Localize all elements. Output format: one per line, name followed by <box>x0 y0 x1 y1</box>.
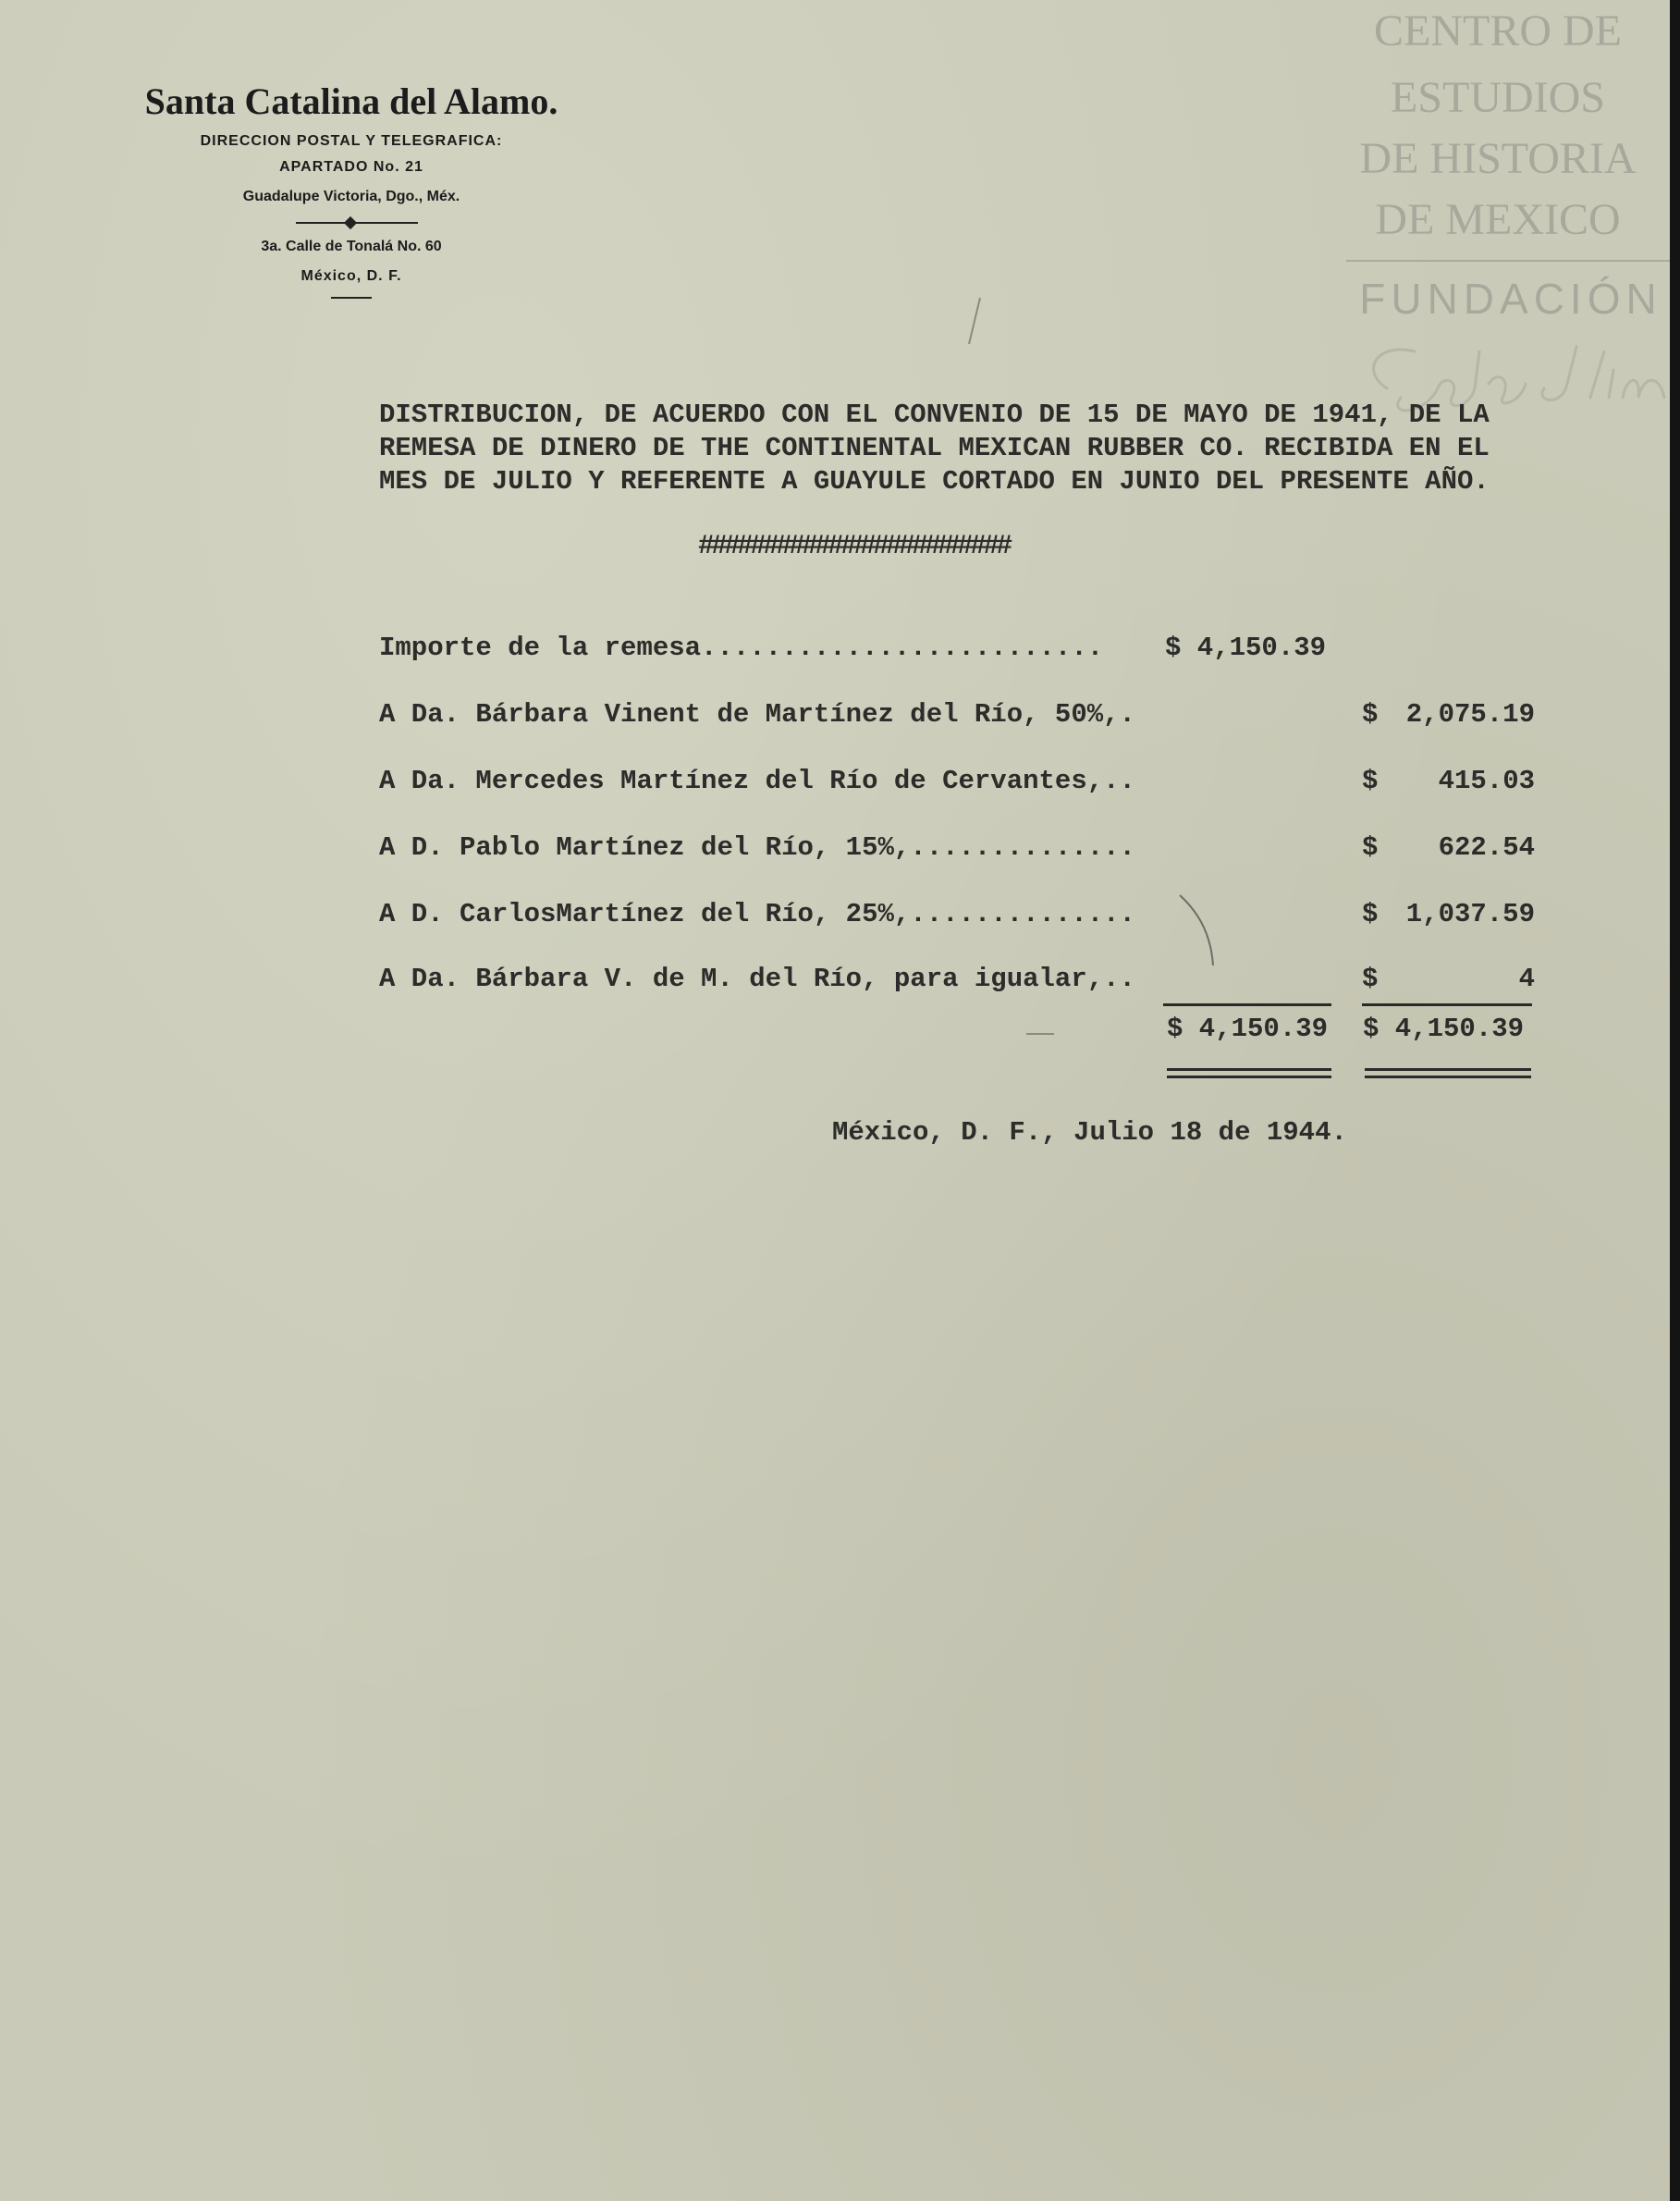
letterhead-city-mexico: México, D. F. <box>300 268 402 284</box>
row-amount: 622.54 <box>1438 832 1535 863</box>
distribution-row <box>379 899 1535 936</box>
archive-stamp-line: FUNDACIÓN <box>1359 275 1662 323</box>
letterhead-company-name: Santa Catalina del Alamo. <box>144 80 558 122</box>
row-dollar-sign: $ <box>1362 899 1379 929</box>
total-left: $ 4,150.39 <box>1167 1014 1329 1044</box>
letterhead-city: Guadalupe Victoria, Dgo., Méx. <box>242 189 460 204</box>
row-dollar-sign: $ <box>1362 832 1379 863</box>
row-label: A Da. Bárbara V. de M. del Río, para igualar,.. <box>379 964 1135 994</box>
archive-stamp-line: DE HISTORIA <box>1359 134 1637 183</box>
total-right: $ 4,150.39 <box>1363 1014 1525 1044</box>
archive-stamp-line: CENTRO DE <box>1374 6 1622 55</box>
row-label: A D. Pablo Martínez del Río, 15%,.............. <box>379 832 1135 863</box>
row-amount: 2,075.19 <box>1405 699 1535 730</box>
letterhead-postal-heading: DIRECCION POSTAL Y TELEGRAFICA: <box>200 133 503 149</box>
letterhead-po-box: APARTADO No. 21 <box>279 159 423 175</box>
total-rule-right <box>1362 1003 1532 1006</box>
heading-line: REMESA DE DINERO DE THE CONTINENTAL MEXICAN RUBBER CO. RECIBIDA EN EL <box>379 433 1490 463</box>
total-rule-left <box>1163 1003 1331 1006</box>
heading-line: MES DE JULIO Y REFERENTE A GUAYULE CORTADO EN JUNIO DEL PRESENTE AÑO. <box>379 466 1490 497</box>
importe-amount: $ 4,150.39 <box>1165 633 1327 663</box>
document-date: México, D. F., Julio 18 de 1944. <box>832 1117 1347 1148</box>
row-dollar-sign: $ <box>1362 964 1379 994</box>
row-amount: 4 <box>1518 964 1535 994</box>
distribution-row <box>379 699 1535 736</box>
importe-label: Importe de la remesa......................... <box>379 633 1104 663</box>
importe-row <box>379 633 1535 670</box>
row-amount: 415.03 <box>1438 766 1535 796</box>
archive-stamp-rule <box>1346 260 1670 262</box>
row-amount: 1,037.59 <box>1405 899 1535 929</box>
distribution-row <box>379 832 1535 869</box>
row-dollar-sign: $ <box>1362 699 1379 730</box>
heading-divider: ######################## <box>698 531 1010 562</box>
row-label: A Da. Bárbara Vinent de Martínez del Río, 50%,. <box>379 699 1135 730</box>
double-rule-left <box>1167 1068 1331 1071</box>
distribution-row <box>379 964 1535 1001</box>
double-rule-right <box>1365 1076 1531 1078</box>
letterhead-short-rule <box>331 297 372 299</box>
heading-line: DISTRIBUCION, DE ACUERDO CON EL CONVENIO DE 15 DE MAYO DE 1941, DE LA <box>379 400 1490 430</box>
row-label: A D. CarlosMartínez del Río, 25%,.............. <box>379 899 1135 929</box>
archive-stamp-line: ESTUDIOS <box>1390 73 1605 122</box>
archive-stamp-line: DE MEXICO <box>1375 195 1621 244</box>
double-rule-right <box>1365 1068 1531 1071</box>
row-label: A Da. Mercedes Martínez del Río de Cervantes,.. <box>379 766 1135 796</box>
distribution-row <box>379 766 1535 803</box>
double-rule-left <box>1167 1076 1331 1078</box>
row-dollar-sign: $ <box>1362 766 1379 796</box>
letterhead-street-address: 3a. Calle de Tonalá No. 60 <box>261 239 442 254</box>
letterhead-diamond-ornament <box>344 216 357 229</box>
